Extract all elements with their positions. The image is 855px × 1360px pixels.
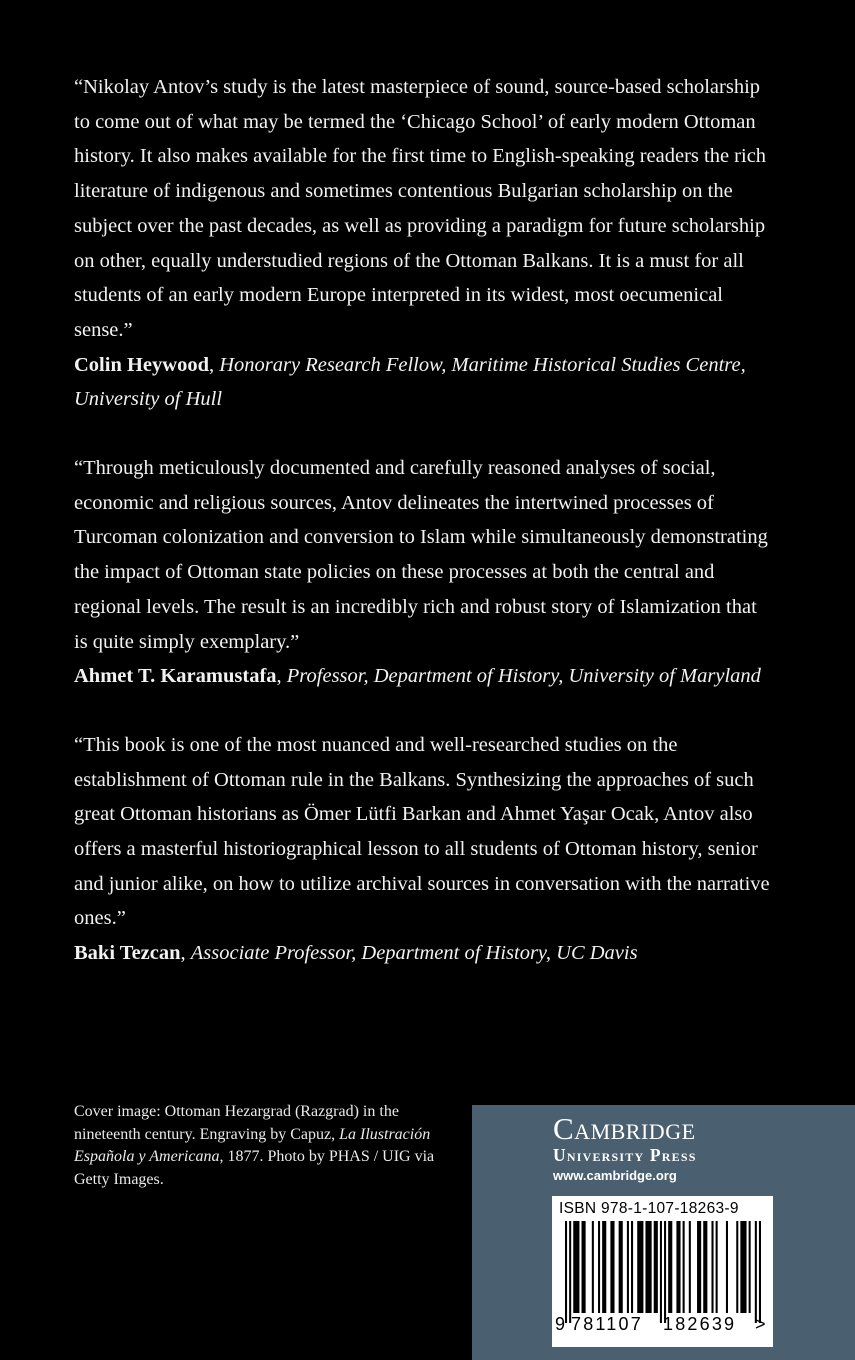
- barcode-bar: [637, 1221, 643, 1313]
- endorser-role: Professor, Department of History, University of Maryland: [286, 665, 761, 688]
- credit-text: Cover image: Ottoman Hezargrad (Razgrad) in the nineteenth century. Engraving by Capuz,: [74, 1103, 399, 1143]
- barcode-bars: [565, 1221, 761, 1323]
- barcode-bar: [740, 1221, 746, 1313]
- publisher-name: Cambridge: [553, 1111, 696, 1146]
- isbn-barcode: [552, 1196, 773, 1347]
- endorser-role: Associate Professor, Department of History, UC Davis: [190, 942, 638, 965]
- barcode-bar: [689, 1221, 691, 1313]
- credit-text-tail: , 1877. Photo by PHAS / UIG via Getty Images.: [74, 1148, 435, 1188]
- credit-publication-title: La Ilustración Española y Americana: [74, 1125, 431, 1165]
- barcode-bar: [654, 1221, 658, 1313]
- barcode-digits-right: 182639: [663, 1314, 737, 1334]
- barcode-bar: [598, 1221, 600, 1313]
- endorsement-attribution: Colin Heywood, Honorary Research Fellow, Maritime Historical Studies Centre, University of Hull: [74, 353, 746, 411]
- barcode-guard-bar: [660, 1221, 662, 1323]
- isbn-label: ISBN 978-1-107-18263-9: [559, 1200, 739, 1217]
- barcode-bar: [619, 1221, 623, 1313]
- endorsement-tezcan: [74, 728, 774, 971]
- barcode-guard-bar: [664, 1221, 666, 1323]
- publisher-panel: [472, 1105, 855, 1360]
- barcode-bar: [592, 1221, 594, 1313]
- barcode-bar: [711, 1221, 713, 1313]
- cover-image-credit: [74, 1101, 459, 1191]
- endorser-role: Honorary Research Fellow, Maritime Historical Studies Centre, University of Hull: [74, 353, 746, 411]
- endorsements: [74, 70, 774, 971]
- barcode-quiet-zone-arrow: >: [755, 1314, 766, 1334]
- barcode-bar: [631, 1221, 633, 1313]
- barcode-bar: [676, 1221, 680, 1313]
- barcode-digits-left: 781107: [571, 1314, 643, 1334]
- publisher-url: www.cambridge.org: [553, 1168, 677, 1183]
- barcode-guard-bar: [759, 1221, 761, 1323]
- barcode-bar: [683, 1221, 685, 1313]
- barcode-bar: [602, 1221, 606, 1313]
- barcode-bar: [582, 1221, 586, 1313]
- barcode-bar: [645, 1221, 651, 1313]
- publisher-logo: [553, 1113, 853, 1183]
- barcode-bar: [610, 1221, 614, 1313]
- endorser-name: Ahmet T. Karamustafa: [74, 665, 277, 688]
- barcode-digit-first: 9: [555, 1314, 566, 1334]
- endorsement-quote: “This book is one of the most nuanced and well-researched studies on the establishment of Ottoman rule in the Balkans. Synthesizing the approaches of such great Ottoman historians as Ömer Lütfi Barkan and Ahmet Yaşar Ocak, Antov also offers a masterful historiographical lesson to all students of Ottoman history, senior and junior alike, on how to utilize archival sources in conversation with the narrative ones.”: [74, 733, 770, 930]
- endorsement-quote: “Through meticulously documented and carefully reasoned analyses of social, economic and religious sources, Antov delineates the intertwined processes of Turcoman colonization and conversion to Islam while simultaneously demonstrating the impact of Ottoman state policies on these processes at both the central and regional levels. The result is an incredibly rich and robust story of Islamization that is quite simply exemplary.”: [74, 457, 768, 653]
- barcode-bar: [668, 1221, 672, 1313]
- barcode-bar: [736, 1221, 738, 1313]
- endorsement-attribution: Ahmet T. Karamustafa, Professor, Department of History, University of Maryland: [74, 665, 761, 688]
- endorsement-karamustafa: [74, 451, 774, 694]
- barcode-guard-bar: [569, 1221, 571, 1323]
- barcode-bar: [627, 1221, 629, 1313]
- barcode-bar: [703, 1221, 707, 1313]
- endorser-name: Baki Tezcan: [74, 942, 181, 965]
- endorser-name: Colin Heywood: [74, 353, 209, 376]
- barcode-guard-bar: [565, 1221, 567, 1323]
- endorsement-attribution: Baki Tezcan, Associate Professor, Department of History, UC Davis: [74, 942, 638, 965]
- endorsement-quote: “Nikolay Antov’s study is the latest masterpiece of sound, source-based scholarship to come out of what may be termed the ‘Chicago School’ of early modern Ottoman history. It also makes available for the first time to English-speaking readers the rich literature of indigenous and sometimes contentious Bulgarian scholarship on the subject over the past decades, as well as providing a paradigm for future scholarship on other, equally understudied regions of the Ottoman Balkans. It is a must for all students of an early modern Europe interpreted in its widest, most oecumenical sense.”: [74, 76, 767, 341]
- barcode-bar: [749, 1221, 751, 1313]
- barcode-bar: [716, 1221, 718, 1313]
- endorsement-heywood: [74, 70, 774, 417]
- publisher-subname: University Press: [553, 1145, 697, 1165]
- barcode-bar: [726, 1221, 728, 1313]
- barcode-bar: [697, 1221, 701, 1313]
- barcode-guard-bar: [755, 1221, 757, 1323]
- barcode-bar: [573, 1221, 579, 1313]
